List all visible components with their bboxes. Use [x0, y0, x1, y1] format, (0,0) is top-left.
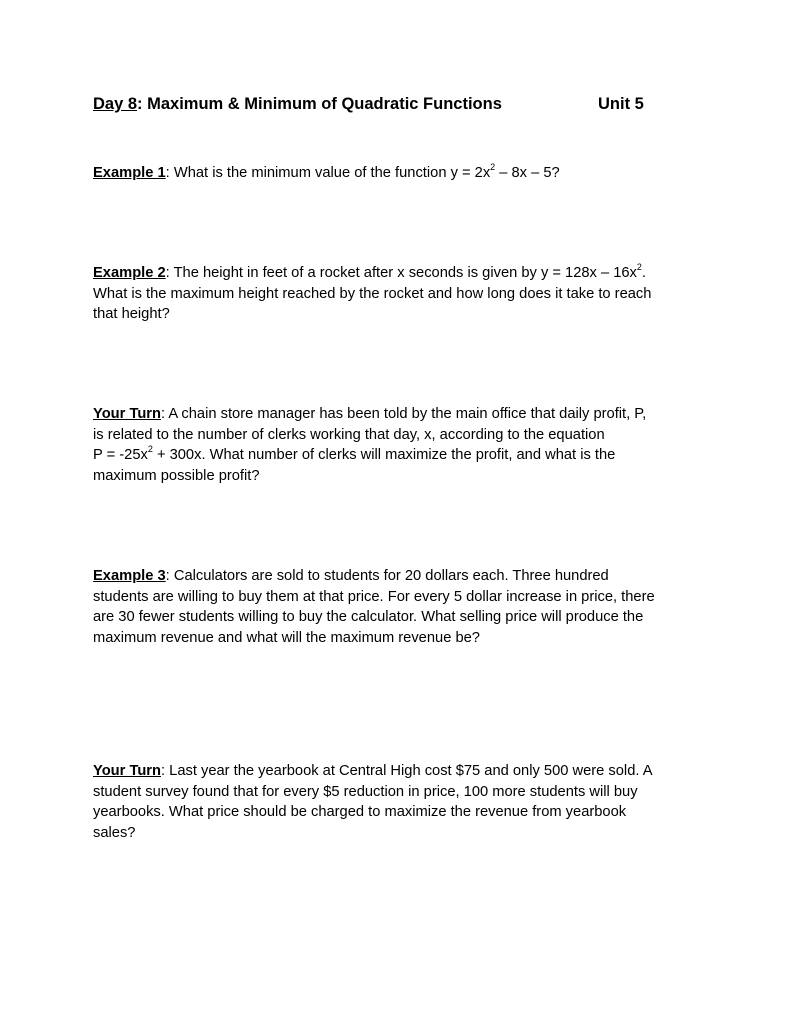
your-turn-1	[93, 404, 713, 486]
example-2-line-1	[93, 263, 713, 284]
example-3-line-3: are 30 fewer students willing to buy the calculator. What selling price will produce the	[93, 609, 644, 625]
your-turn-2-line-3: yearbooks. What price should be charged to maximize the revenue from yearbook	[93, 804, 627, 820]
exponent: 2	[636, 262, 642, 273]
unit-label: Unit 5	[598, 95, 644, 113]
example-1-text: : What is the minimum value of the function y = 2x	[165, 165, 491, 181]
your-turn-2-line-4: sales?	[93, 824, 136, 841]
your-turn-1-line-1	[93, 404, 713, 425]
example-2-text-end: .	[641, 265, 647, 281]
page-header	[93, 94, 713, 114]
example-3-line-4: maximum revenue and what will the maximum revenue be?	[93, 629, 480, 646]
exponent: 2	[147, 444, 153, 455]
example-2-text: : The height in feet of a rocket after x seconds is given by y = 128x – 16x	[165, 265, 637, 281]
your-turn-2-text: : Last year the yearbook at Central High cost $75 and only 500 were sold. A	[161, 763, 653, 779]
example-2-line-3: that height?	[93, 306, 170, 322]
your-turn-2-line-1	[93, 761, 713, 782]
example-2	[93, 263, 713, 325]
example-3	[93, 566, 713, 648]
page-title: : Maximum & Minimum of Quadratic Functions	[137, 95, 502, 113]
your-turn-1-line-4: maximum possible profit?	[93, 467, 260, 484]
your-turn-2-line-2: student survey found that for every $5 reduction in price, 100 more students will buy	[93, 783, 638, 800]
your-turn-1-line-3	[93, 445, 713, 466]
example-1-text-end: – 8x – 5?	[495, 165, 560, 181]
your-turn-2-label: Your Turn	[93, 763, 161, 779]
example-3-line-2: students are willing to buy them at that price. For every 5 dollar increase in price, there	[93, 588, 655, 605]
example-1	[93, 163, 713, 184]
example-3-label: Example 3	[93, 568, 166, 584]
your-turn-1-line-2: is related to the number of clerks working that day, x, according to the equation	[93, 426, 605, 443]
equation-end: + 300x. What number of clerks will maximize the profit, and what is the	[152, 447, 616, 463]
example-3-text: : Calculators are sold to students for 20 dollars each. Three hundred	[165, 568, 609, 584]
your-turn-1-label: Your Turn	[93, 406, 161, 422]
your-turn-1-text: : A chain store manager has been told by the main office that daily profit, P,	[161, 406, 647, 422]
your-turn-2	[93, 761, 713, 843]
equation-start: P = -25x	[93, 447, 148, 463]
example-1-label: Example 1	[93, 165, 166, 181]
exponent: 2	[490, 162, 496, 173]
day-label: Day 8	[93, 95, 138, 113]
example-3-line-1	[93, 566, 713, 587]
example-1-line	[93, 163, 713, 184]
example-2-label: Example 2	[93, 265, 166, 281]
example-2-line-2: What is the maximum height reached by the rocket and how long does it take to reach	[93, 285, 652, 302]
